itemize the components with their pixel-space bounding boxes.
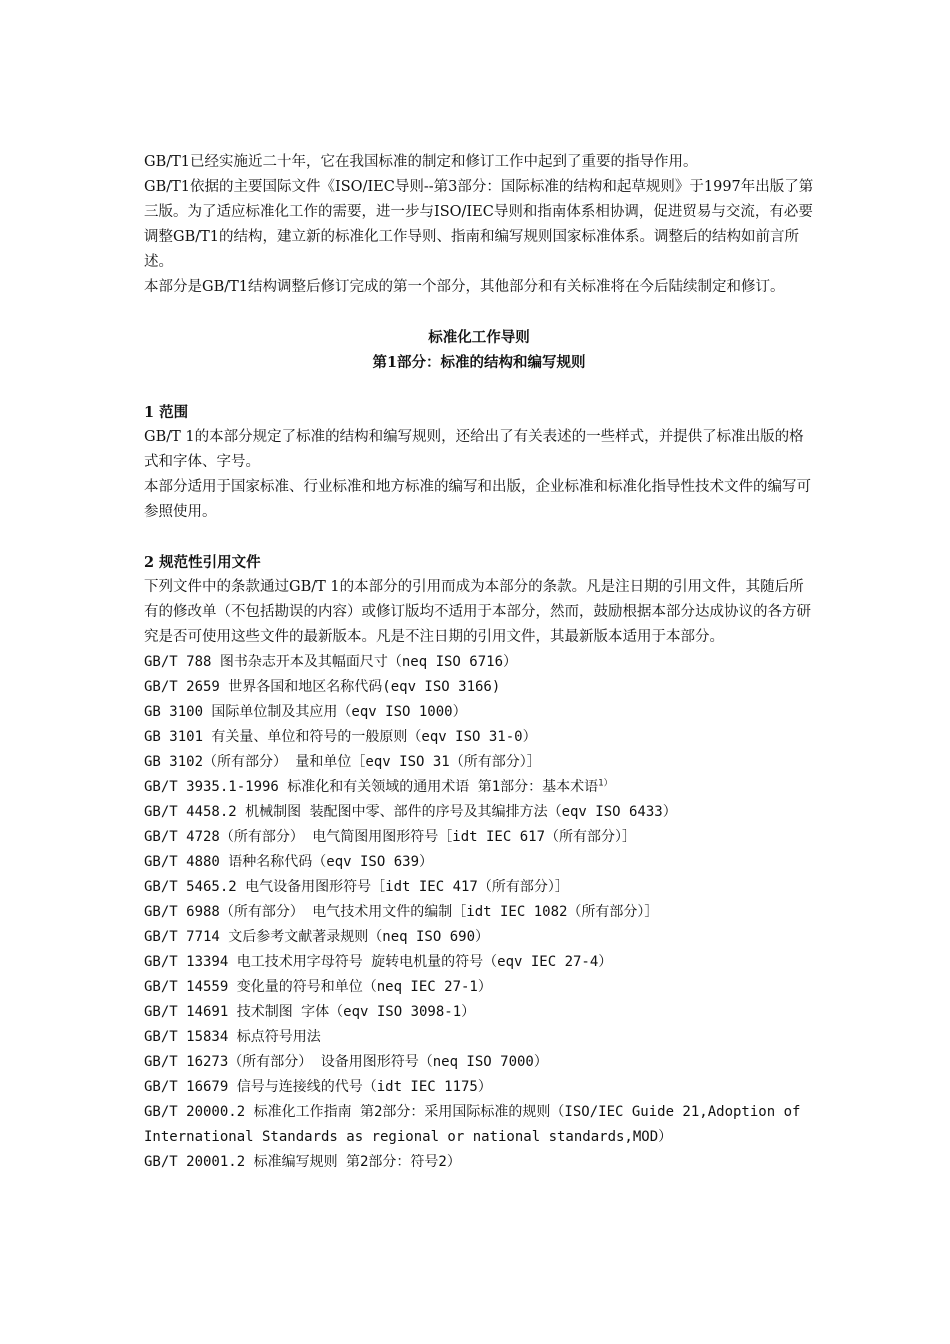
reference-item: GB/T 20001.2 标准编写规则 第2部分：符号2） <box>144 1154 461 1170</box>
reference-text: GB/T 3935.1-1996 标准化和有关领域的通用术语 第1部分：基本术语 <box>144 779 599 795</box>
intro-paragraph-1: GB/T1已经实施近二十年，它在我国标准的制定和修订工作中起到了重要的指导作用。 <box>144 154 698 170</box>
standard-title: 标准化工作导则 <box>428 329 530 346</box>
reference-item: GB 3101 有关量、单位和符号的一般原则（eqv ISO 31-0） <box>144 729 537 745</box>
document-page <box>144 150 814 1175</box>
section-1-paragraph-1: GB/T 1的本部分规定了标准的结构和编写规则，还给出了有关表述的一些样式，并提供了标准出版的格式和字体、字号。 <box>144 429 804 470</box>
reference-item: GB/T 4458.2 机械制图 装配图中零、部件的序号及其编排方法（eqv ISO 6433） <box>144 804 677 820</box>
section-2-heading: 2 规范性引用文件 <box>144 554 261 571</box>
reference-item: GB/T 16273（所有部分） 设备用图形符号（neq ISO 7000） <box>144 1054 548 1070</box>
section-1-heading: 1 范围 <box>144 404 189 421</box>
reference-item: GB/T 2659 世界各国和地区名称代码(eqv ISO 3166) <box>144 679 501 695</box>
reference-item: GB/T 4728（所有部分） 电气简图用图形符号［idt IEC 617（所有部分）］ <box>144 829 637 845</box>
reference-item: GB/T 15834 标点符号用法 <box>144 1029 321 1045</box>
section-1-paragraph-2: 本部分适用于国家标准、行业标准和地方标准的编写和出版，企业标准和标准化指导性技术文件的编写可参照使用。 <box>144 479 811 520</box>
reference-item: GB 3100 国际单位制及其应用（eqv ISO 1000） <box>144 704 467 720</box>
reference-item: GB 3102（所有部分） 量和单位［eqv ISO 31（所有部分）］ <box>144 754 541 770</box>
reference-item: GB/T 13394 电工技术用字母符号 旋转电机量的符号（eqv IEC 27-4） <box>144 954 613 970</box>
reference-item-with-footnote <box>144 775 814 800</box>
reference-item: GB/T 7714 文后参考文献著录规则（neq ISO 690） <box>144 929 490 945</box>
intro-paragraph-3: 本部分是GB/T1结构调整后修订完成的第一个部分，其他部分和有关标准将在今后陆续制定和修订。 <box>144 279 785 295</box>
footnote-mark: 1） <box>598 778 613 789</box>
standard-subtitle: 第1部分：标准的结构和编写规则 <box>372 354 586 371</box>
reference-item: GB/T 20000.2 标准化工作指南 第2部分：采用国际标准的规则（ISO/IEC Guide 21,Adoption of International Standards as regional or national standards,MOD） <box>144 1104 801 1145</box>
reference-item: GB/T 788 图书杂志开本及其幅面尺寸（neq ISO 6716） <box>144 654 518 670</box>
reference-item: GB/T 16679 信号与连接线的代号（idt IEC 1175） <box>144 1079 492 1095</box>
section-2-intro: 下列文件中的条款通过GB/T 1的本部分的引用而成为本部分的条款。凡是注日期的引用文件，其随后所有的修改单（不包括勘误的内容）或修订版均不适用于本部分，然而，鼓励根据本部分达成协议的各方研究是否可使用这些文件的最新版本。凡是不注日期的引用文件，其最新版本适用于本部分。 <box>144 579 811 645</box>
reference-item: GB/T 14691 技术制图 字体（eqv ISO 3098-1） <box>144 1004 476 1020</box>
intro-paragraph-2: GB/T1依据的主要国际文件《ISO/IEC导则--第3部分：国际标准的结构和起草规则》于1997年出版了第三版。为了适应标准化工作的需要，进一步与ISO/IEC导则和指南体系相协调，促进贸易与交流，有必要调整GB/T1的结构，建立新的标准化工作导则、指南和编写规则国家标准体系。调整后的结构如前言所述。 <box>144 179 814 270</box>
reference-item: GB/T 4880 语种名称代码（eqv ISO 639） <box>144 854 434 870</box>
reference-item: GB/T 14559 变化量的符号和单位（neq IEC 27-1） <box>144 979 492 995</box>
reference-item: GB/T 6988（所有部分） 电气技术用文件的编制［idt IEC 1082（所有部分）］ <box>144 904 659 920</box>
reference-item: GB/T 5465.2 电气设备用图形符号［idt IEC 417（所有部分）］ <box>144 879 569 895</box>
